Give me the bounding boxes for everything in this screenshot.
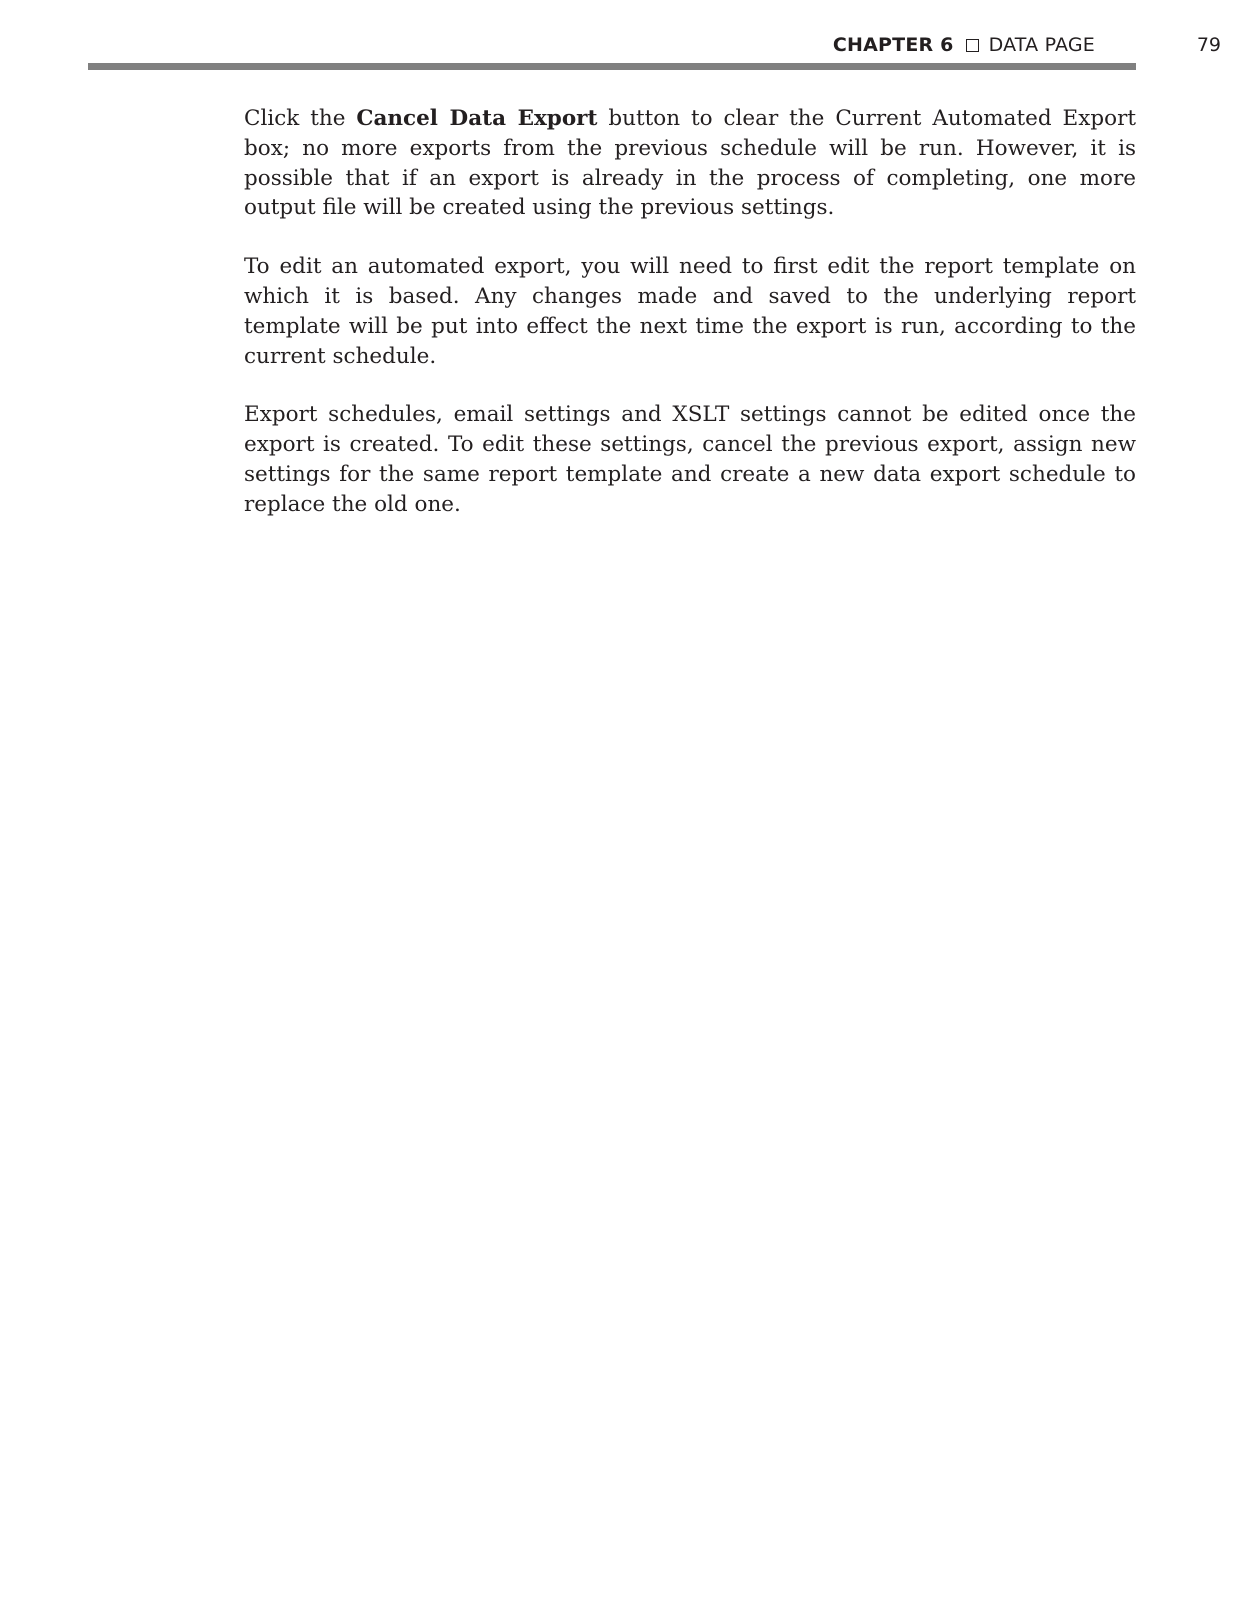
paragraph-edit-export: To edit an automated export, you will need to first edit the report template on which it is based. Any changes made and saved to the underlying report template will be put into effect the next time the export is run, according to the current schedule. [244, 254, 1136, 369]
body-text [244, 104, 1136, 549]
running-header [88, 30, 1221, 64]
section-label: DATA PAGE [988, 34, 1095, 56]
paragraph-cancel-export [244, 104, 1136, 223]
paragraph-text: button to clear the Current Automated Export box; no more exports from the previous schedule will be run. However, it is possible that if an export is already in the process of completing, one more output file will be created using the previous settings. [244, 106, 1136, 221]
chapter-label: CHAPTER 6 [832, 34, 954, 56]
paragraph-text: Click the [244, 106, 357, 131]
header-label [833, 34, 1095, 56]
page-number: 79 [1196, 34, 1221, 56]
bold-term-cancel-data-export: Cancel Data Export [356, 106, 598, 131]
square-separator-icon [966, 39, 979, 52]
paragraph-export-schedules: Export schedules, email settings and XSLT settings cannot be edited once the export is created. To edit these settings, cancel the previous export, assign new settings for the same report template and create a new data export schedule to replace the old one. [244, 402, 1136, 517]
header-rule [88, 63, 1136, 70]
